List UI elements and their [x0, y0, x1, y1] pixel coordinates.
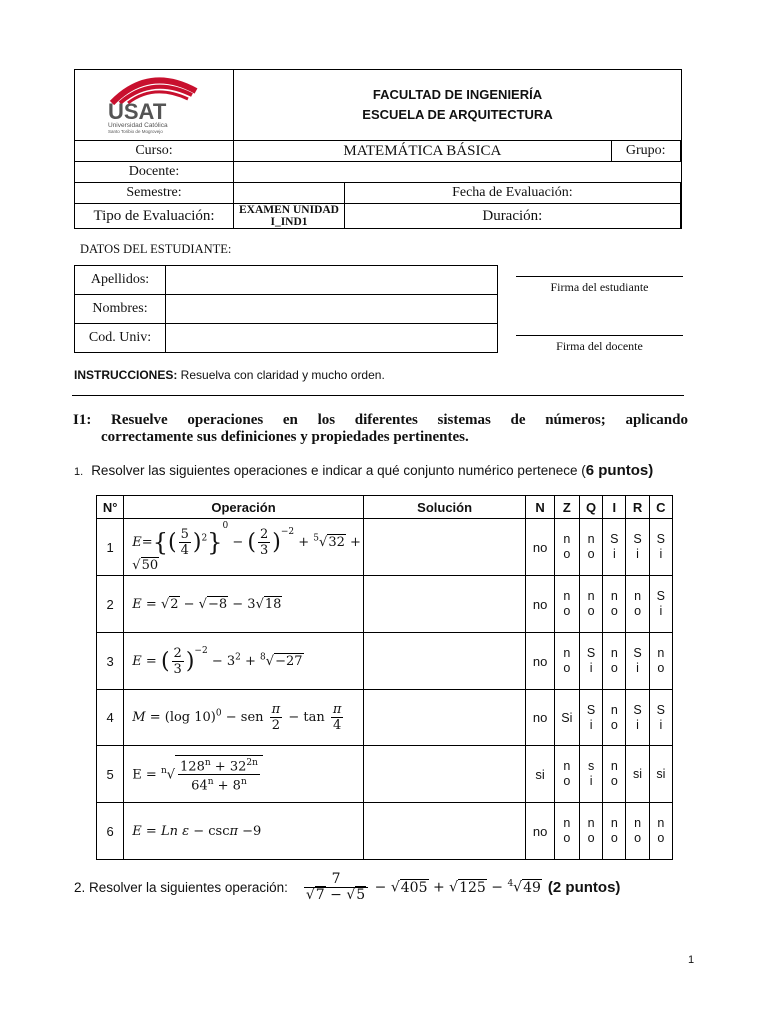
col-header: N [526, 496, 554, 519]
svg-text:Santo Toribio de Mogrovejo: Santo Toribio de Mogrovejo [108, 128, 163, 134]
solution-field[interactable] [363, 690, 526, 746]
answer-cell: n o [626, 576, 649, 633]
logo-cell [75, 70, 234, 141]
page-number: 1 [688, 954, 695, 966]
table-row [97, 633, 673, 690]
instructions-text: Resuelva con claridad y mucho orden. [177, 368, 385, 382]
answer-cell: S i [649, 690, 672, 746]
section-line-1: I1: Resuelve operaciones en los diferentes sistemas de números; aplicando [73, 412, 688, 428]
tipo-value: EXAMEN UNIDAD I_IND1 [234, 204, 345, 229]
table-row [97, 746, 673, 803]
grupo-field[interactable] [680, 141, 681, 162]
solution-field[interactable] [363, 633, 526, 690]
cod-label: Cod. Univ: [75, 324, 166, 353]
answer-cell: S i [579, 690, 602, 746]
header-table [74, 69, 682, 229]
col-header: Q [579, 496, 602, 519]
operation-formula: E={( $\frac{5}{4}$ )$^2$}$^0$ − ( $\frac{2}{3}$ )$^{-2}$ + $^5$√32 + √50 [124, 519, 363, 576]
table-row [97, 519, 673, 576]
answer-cell: n o [579, 576, 602, 633]
answer-cell: n o [603, 633, 626, 690]
faculty-cell [234, 70, 682, 141]
usat-logo-icon [94, 73, 214, 135]
answer-cell: n o [626, 803, 649, 860]
solution-field[interactable] [363, 576, 526, 633]
answer-cell: n o [603, 576, 626, 633]
col-header: I [603, 496, 626, 519]
answer-cell: no [526, 576, 554, 633]
table-row [97, 690, 673, 746]
answer-cell: n o [649, 633, 672, 690]
operation-formula: E = √2 − √−8 − 3√18 [124, 576, 363, 633]
answer-cell: n o [603, 690, 626, 746]
answer-cell: S i [626, 519, 649, 576]
row-number: 1 [97, 519, 124, 576]
fecha-field[interactable] [680, 183, 681, 204]
table-row [97, 576, 673, 633]
q1-points: 6 puntos) [585, 462, 654, 479]
semestre-field[interactable] [234, 183, 345, 204]
answer-cell: S i [626, 690, 649, 746]
cod-field[interactable] [166, 324, 498, 353]
firma-estudiante: Firma del estudiante [516, 276, 683, 295]
curso-value: MATEMÁTICA BÁSICA [234, 141, 612, 162]
row-number: 6 [97, 803, 124, 860]
docente-label: Docente: [75, 162, 234, 183]
answer-cell: n o [554, 519, 579, 576]
answer-cell: no [526, 633, 554, 690]
semestre-label: Semestre: [75, 183, 234, 204]
apellidos-field[interactable] [166, 266, 498, 295]
firma-docente: Firma del docente [516, 335, 683, 354]
tipo-label: Tipo de Evaluación: [75, 204, 234, 229]
student-section-title: DATOS DEL ESTUDIANTE: [80, 242, 232, 256]
solution-field[interactable] [363, 519, 526, 576]
answer-cell: n o [579, 803, 602, 860]
q2-formula: $\frac{7}{√7 - √5}$ − √405 + √125 − $^4$√49 [305, 871, 541, 903]
instructions [74, 368, 385, 382]
answer-cell: si [526, 746, 554, 803]
table-header-row [97, 496, 673, 519]
curso-label: Curso: [75, 141, 234, 162]
answer-cell: n o [579, 519, 602, 576]
school-name: ESCUELA DE ARQUITECTURA [362, 107, 553, 122]
col-header: R [626, 496, 649, 519]
nombres-field[interactable] [166, 295, 498, 324]
duracion-label: Duración: [345, 204, 681, 229]
svg-text:USAT: USAT [108, 98, 167, 124]
question-1 [74, 462, 653, 479]
apellidos-label: Apellidos: [75, 266, 166, 295]
answer-cell: n o [603, 803, 626, 860]
docente-field[interactable] [234, 162, 682, 183]
answer-cell: si [649, 746, 672, 803]
grupo-label: Grupo: [611, 141, 680, 162]
answer-cell: S i [649, 576, 672, 633]
duracion-field[interactable] [680, 204, 681, 229]
col-header: Z [554, 496, 579, 519]
col-header: Operación [124, 496, 363, 519]
answer-cell: n o [554, 803, 579, 860]
svg-text:Universidad Católica: Universidad Católica [108, 121, 168, 129]
answer-cell: S i [649, 519, 672, 576]
student-table [74, 265, 498, 353]
solution-field[interactable] [363, 803, 526, 860]
answer-cell: S i [579, 633, 602, 690]
answer-cell: s i [579, 746, 602, 803]
answer-cell: n o [554, 633, 579, 690]
col-header: Solución [363, 496, 526, 519]
section-line-2: correctamente sus definiciones y propiedades pertinentes. [101, 429, 469, 445]
row-number: 2 [97, 576, 124, 633]
operation-formula: E = $^n$√ $\frac{128^n + 32^{2n}}{64^n + 8^n}$ [124, 746, 363, 803]
answer-cell: no [526, 803, 554, 860]
col-header: N° [97, 496, 124, 519]
operation-formula: E = Ln ε − cscπ −9 [124, 803, 363, 860]
instructions-label: INSTRUCCIONES: [74, 368, 178, 382]
q1-number: 1. [74, 466, 84, 478]
row-number: 5 [97, 746, 124, 803]
fecha-label: Fecha de Evaluación: [345, 183, 681, 204]
row-number: 3 [97, 633, 124, 690]
answer-cell: n o [554, 746, 579, 803]
answer-cell: n o [554, 576, 579, 633]
answer-cell: S i [626, 633, 649, 690]
table-row [97, 803, 673, 860]
q1-text: Resolver las siguientes operaciones e indicar a qué conjunto numérico pertenece ( [91, 463, 586, 478]
answer-cell: n o [603, 746, 626, 803]
answer-cell: no [526, 690, 554, 746]
answer-cell: si [626, 746, 649, 803]
q2-text: 2. Resolver la siguientes operación: [74, 880, 288, 895]
nombres-label: Nombres: [75, 295, 166, 324]
operations-table [96, 495, 673, 860]
question-2 [74, 872, 620, 903]
faculty-name: FACULTAD DE INGENIERÍA [372, 87, 543, 102]
solution-field[interactable] [363, 746, 526, 803]
q2-points: (2 puntos) [547, 879, 621, 896]
operation-formula: E = ( $\frac{2}{3}$ )$^{-2} - 3^2 + ^8√-27$ [124, 633, 363, 690]
answer-cell: S i [603, 519, 626, 576]
col-header: C [649, 496, 672, 519]
answer-cell: n o [649, 803, 672, 860]
divider [72, 395, 684, 396]
answer-cell: Si [554, 690, 579, 746]
answer-cell: no [526, 519, 554, 576]
operation-formula: M = (log 10)$^0$ − sen $\frac{\pi}{2}$ − tan $\frac{\pi}{4}$ [124, 690, 363, 746]
row-number: 4 [97, 690, 124, 746]
